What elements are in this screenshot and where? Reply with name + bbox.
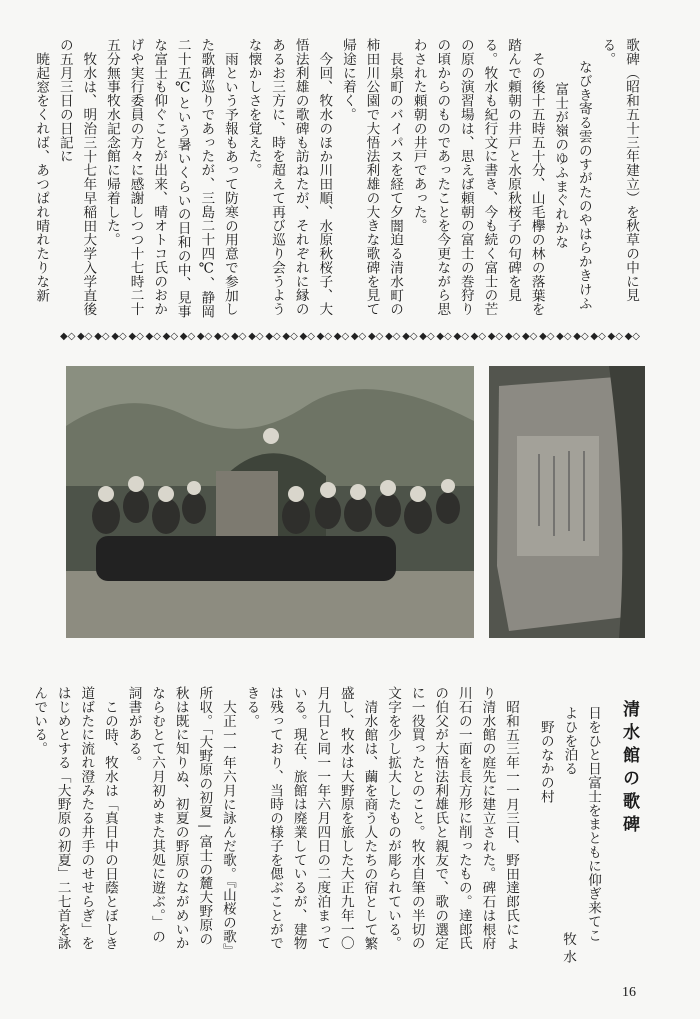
divider-ornament: ◆◇ [624,331,640,342]
divider-ornament: ◆◇ [316,331,333,342]
divider-ornament: ◆◇ [231,331,247,342]
paragraph: 長泉町のバイパスを経て夕闇迫る清水町の柿田川公園で大悟法利雄の大きな歌碑を見て帰途に着く。 [339,38,404,316]
paragraph: 清水館は、繭を商う人たちの宿として繁盛し、牧水は大野原を旅した大正九年一〇月九日と同一一年六月四日の二度泊まっている。現在、旅館は廃業しているが、建物は残っており、当時の様子を偲ぶことができる。 [243,686,378,951]
divider-ornament: ◆◇ [265,331,281,342]
top-article-text [33,38,642,323]
divider-ornament: ◆◇ [436,331,452,342]
divider-ornament: ◆◇ [539,331,555,342]
divider-ornament: ◆◇ [470,331,487,342]
group-photo-image [66,366,474,638]
paragraph: 大正一一年六月に詠んだ歌。『山桜の歌』所収。「大野原の初夏—富士の麓大野原の秋は既に知りぬ、初夏の野原のながめいかならむとて六月初めまた其処に遊ぶ。」の詞書がある。 [125,686,236,951]
paragraph: 今回、牧水のほか川田順、水原秋桜子、大悟法利雄の歌碑も訪ねたが、それぞれに縁のあるお三方に、時を超えて再び巡り会うような懐かしさを覚えた。 [245,38,333,316]
monument-photo-image [489,366,645,638]
paragraph: この時、牧水は「真日中の日蔭とぼしき道ばたに流れ澄みたる井手のせせらぎ」をはじめとする「大野原の初夏」二七首を詠んでいる。 [31,686,118,951]
paragraph: その後十五時五十分、山毛欅の林の落葉を踏んで頼朝の井戸と水原秋桜子の句碑を見る。牧水も紀行文に書き、今も続く富士の芒の原の演習場は、思えば頼朝の富士の巻狩りの頃からのものであったことを今更ながら思わされた頼朝の井戸であった。 [410,38,545,316]
divider-ornament: ◆◇ [196,331,213,342]
divider-ornament: ◆◇ [128,331,144,342]
divider-ornament: ◆◇ [556,331,572,342]
page-number: 16 [622,985,636,1000]
divider-ornament: ◆◇ [521,331,538,342]
divider-ornament: ◆◇ [367,331,384,342]
divider-ornament: ◆◇ [162,331,179,342]
monument-photo [489,366,645,638]
divider-ornament: ◆◇ [145,331,161,342]
paragraph: 雨という予報もあって防寒の用意で参加した歌碑巡りであったが、三島二十四℃、静岡二十五℃という暑いくらいの日和の中、見事な富士も仰ぐことが出来、晴オトコ氏のおかげや実行委員の方々に感謝しつつ十七時二十五分無事牧水記念館に帰着した。 [103,38,238,319]
divider-ornament: ◆◇ [573,331,589,342]
divider-ornament: ◆◇ [590,331,606,342]
ornamental-divider [60,331,640,343]
divider-ornament: ◆◇ [60,331,76,342]
divider-ornament: ◆◇ [94,331,110,342]
divider-ornament: ◆◇ [111,331,127,342]
divider-ornament: ◆◇ [213,331,230,342]
divider-ornament: ◆◇ [282,331,298,342]
poem-author: 牧水 [560,932,576,968]
divider-ornament: ◆◇ [504,331,521,342]
group-photo [66,366,474,638]
divider-ornament: ◆◇ [248,331,264,342]
paragraph: 牧水は、明治三十七年早稲田大学入学直後の五月三日の日記に [56,38,97,316]
paragraph: 昭和五三年一一月三日、野田達郎氏により清水館の庭先に建立された。碑石は根府川石の一面を長方形に削ったもの。達郎氏の伯父が大悟法利雄氏と親友で、歌の選定に一役買ったとのこと。牧水自筆の半切の文字を少し拡大したものが彫られている。 [385,686,519,951]
divider-ornament: ◆◇ [77,331,93,342]
poem-line-2: 富士が嶺のゆふまぐれかな [552,81,569,249]
divider-ornament: ◆◇ [350,331,367,342]
divider-ornament: ◆◇ [419,331,435,342]
lead-line: 歌碑（昭和五十三年建立）を秋草の中に見る。 [599,38,639,303]
divider-ornament: ◆◇ [453,331,469,342]
section-title: 清水館の歌碑 [619,700,639,838]
poem-line-1: なびき寄る雲のすがたのやはらかきけふ [575,59,592,310]
bottom-article-text [31,686,522,956]
poem-line-1: 日をひと日富士をまともに仰ぎ来てこよひを泊る [561,706,601,943]
divider-ornament: ◆◇ [487,331,504,342]
quote-line: 暁起窓をくれば、あつぱれ晴れたりな新 [33,51,50,302]
poem-line-2: 野のなかの村 [537,719,554,803]
divider-ornament: ◆◇ [402,331,418,342]
divider-ornament: ◆◇ [179,331,196,342]
divider-ornament: ◆◇ [333,331,350,342]
kahi-poem [533,706,604,946]
divider-ornament: ◆◇ [385,331,401,342]
divider-ornament: ◆◇ [607,331,623,342]
divider-ornament: ◆◇ [299,331,315,342]
